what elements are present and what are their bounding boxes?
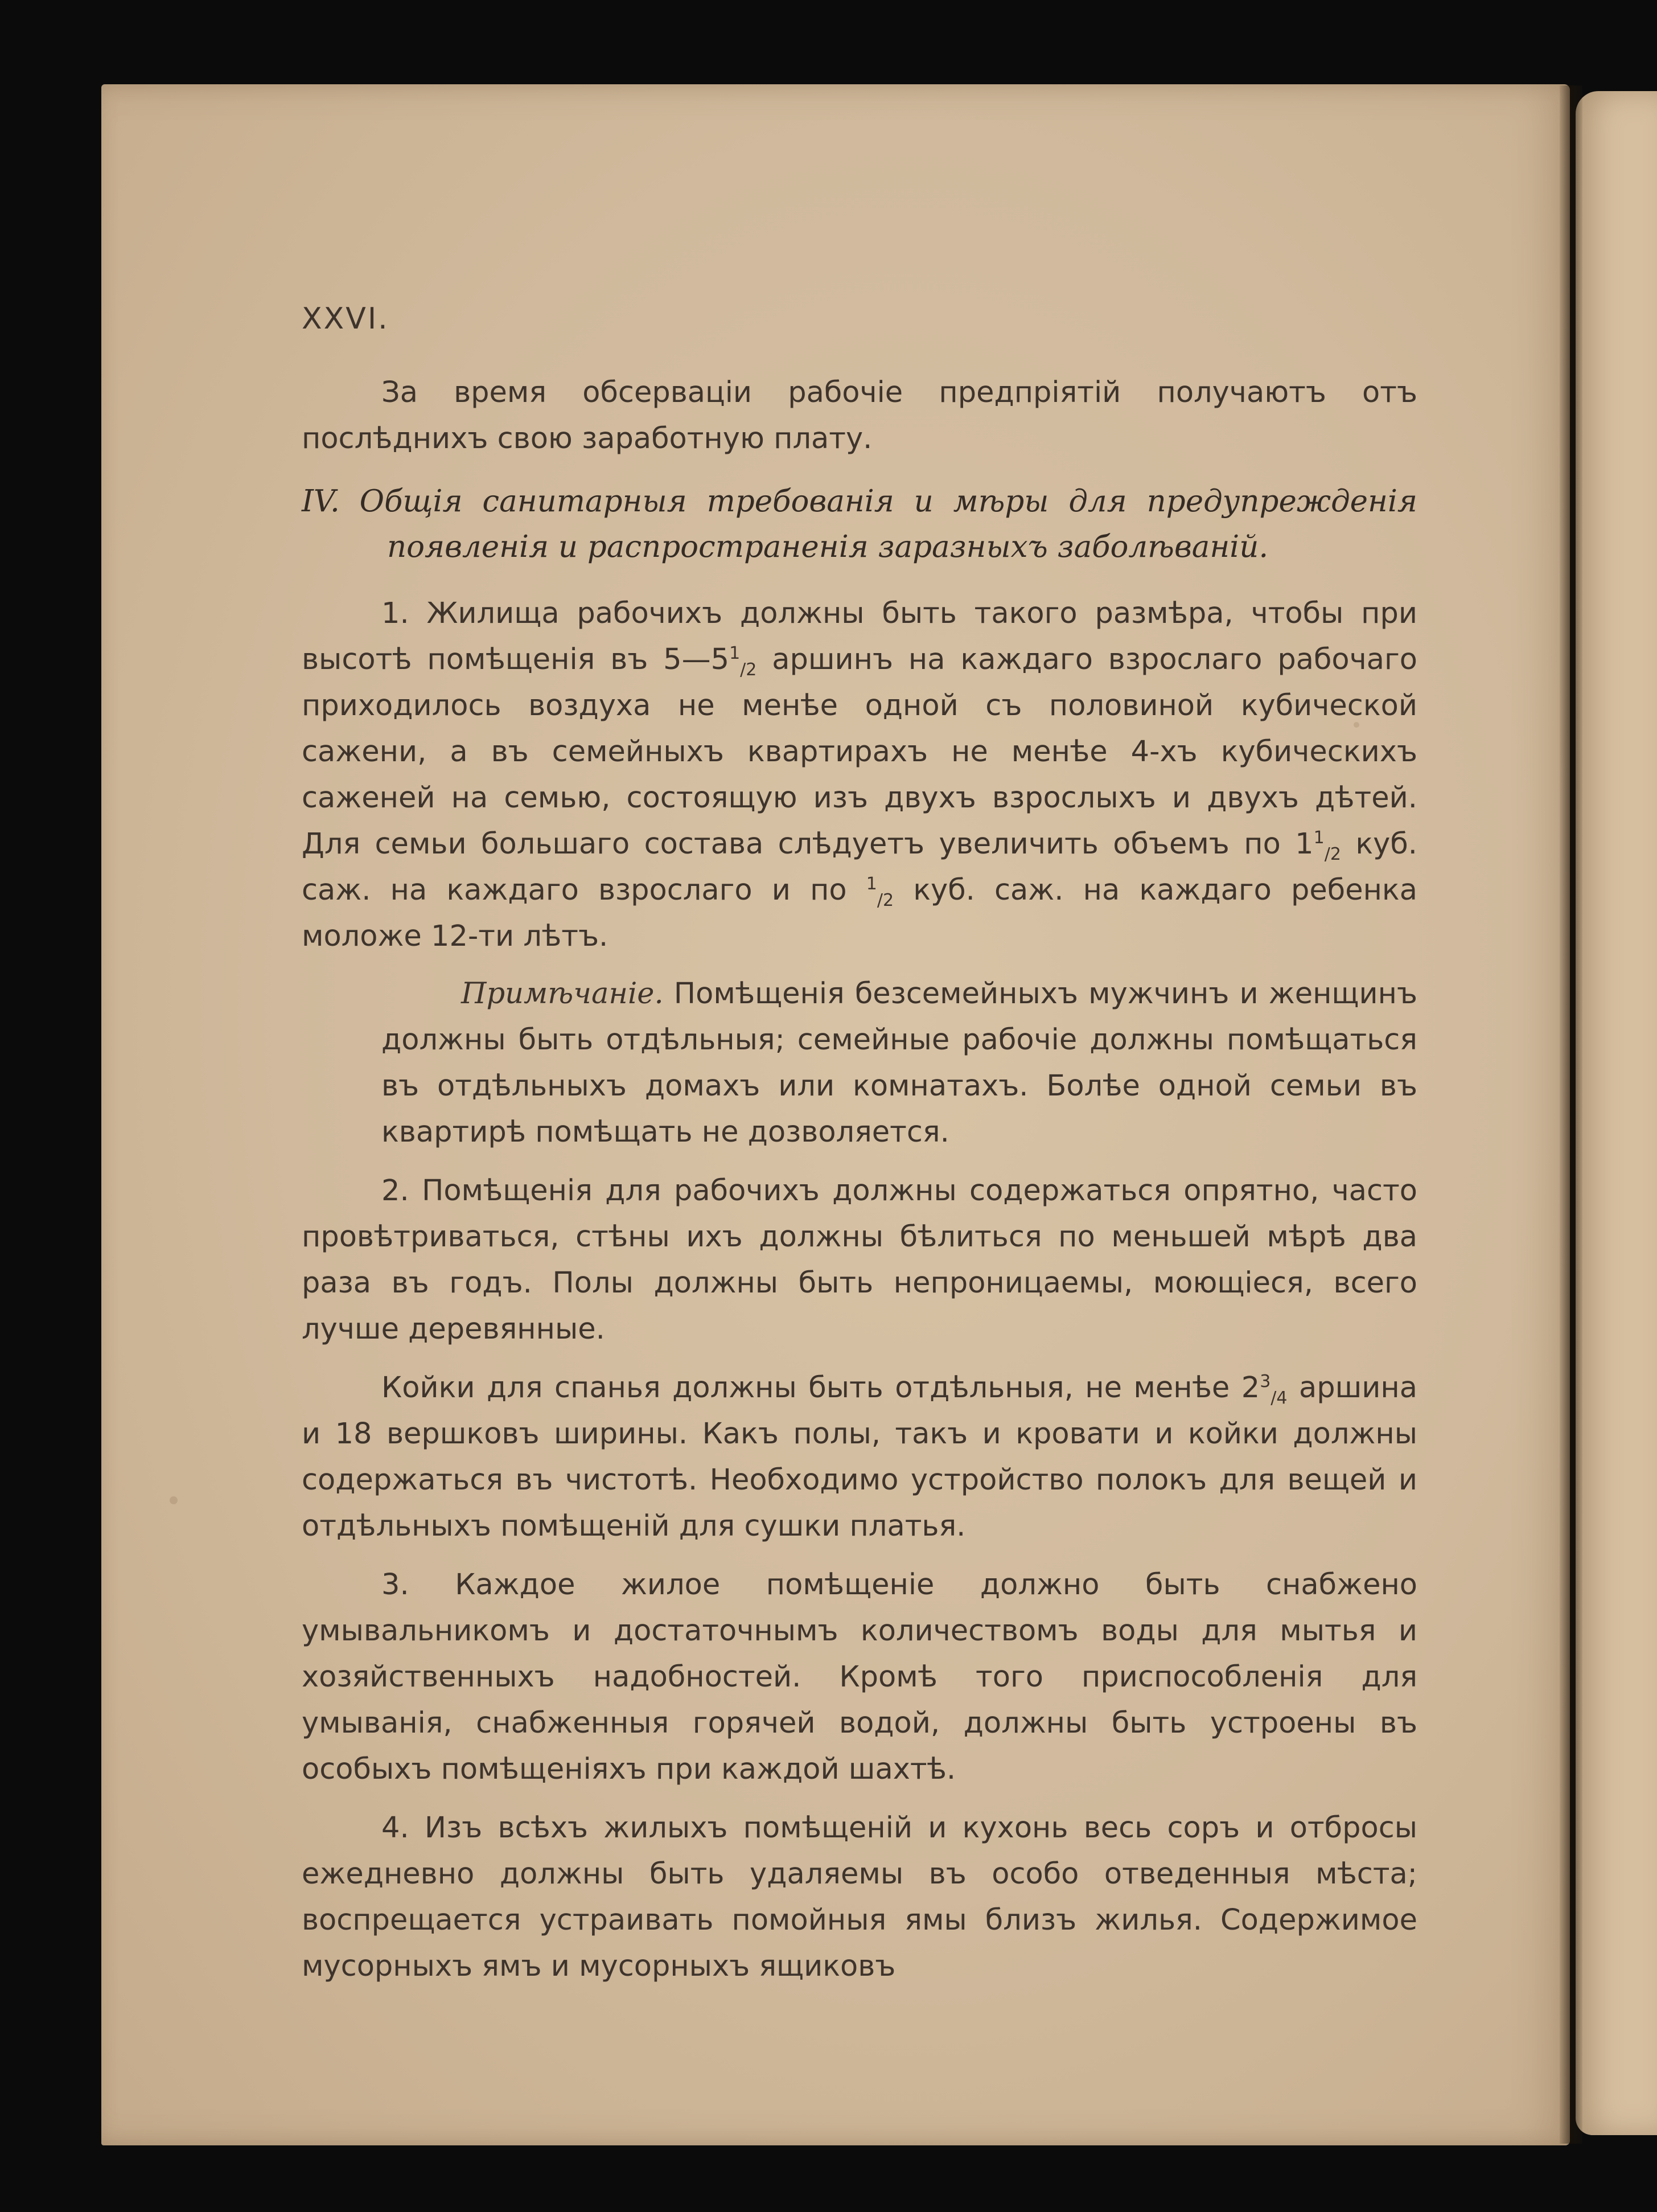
page-number: XXVI. (302, 302, 389, 336)
fraction-denominator: /2 (877, 890, 894, 911)
fraction-denominator: /2 (1324, 844, 1341, 865)
fraction-numerator: 1 (1313, 828, 1325, 848)
intro-paragraph: За время обсерваціи рабочіе предпріятій получаютъ отъ послѣднихъ свою заработную плату. (302, 376, 1417, 455)
paragraph-1-text-c: куб. саж. на каждаго взрослаго и по (302, 827, 1417, 907)
beds-text-b: аршина и 18 вершковъ ширины. Какъ полы, такъ и кровати и койки должны содержаться въ чистотѣ. Необходимо устройство полокъ для вещей и отдѣльныхъ помѣщеній для сушки платья. (302, 1371, 1417, 1543)
paragraph-1-text-d: куб. саж. на каждаго ребенка моложе 12-ти лѣтъ. (302, 873, 1417, 953)
facing-page-edge (1576, 91, 1657, 2135)
paragraph-1-text-a: 1. Жилища рабочихъ должны быть такого размѣра, чтобы при высотѣ помѣщенія въ 5—5 (302, 597, 1417, 676)
fraction-denominator: /4 (1270, 1388, 1288, 1409)
section-heading-line2: появленія и распространенія заразныхъ заболѣваній. (387, 530, 1269, 564)
note-paragraph (381, 971, 1417, 1155)
paragraph-1-text-b: аршинъ на каждаго взрослаго рабочаго приходилось воздуха не менѣе одной съ половиной кубической сажени, а въ семейныхъ квартирахъ не менѣе 4-хъ кубическихъ саженей на семью, состоящую изъ двухъ взрослыхъ и двухъ дѣтей. Для семьи большаго состава слѣдуетъ увеличить объемъ по 1 (302, 643, 1417, 861)
note-label: Примѣчаніе. (461, 977, 664, 1011)
paragraph-1 (302, 590, 1417, 959)
beds-text-a: Койки для спанья должны быть отдѣльныя, не менѣе 2 (381, 1371, 1260, 1405)
paragraph-4: 4. Изъ всѣхъ жилыхъ помѣщеній и кухонь весь соръ и отбросы ежедневно должны быть удаляемы въ особо отведенныя мѣста; воспрещается устраивать помойныя ямы близъ жилья. Содержимое мусорныхъ ямъ и мусорныхъ ящиковъ (302, 1811, 1417, 1983)
fraction-numerator: 1 (866, 874, 877, 894)
paragraph-2: 2. Помѣщенія для рабочихъ должны содержаться опрятно, часто провѣтриваться, стѣны ихъ должны бѣлиться по меньшей мѣрѣ два раза въ годъ. Полы должны быть непроницаемы, моющіеся, всего лучше деревянные. (302, 1174, 1417, 1346)
fraction-numerator: 3 (1260, 1372, 1271, 1392)
paragraph-3: 3. Каждое жилое помѣщеніе должно быть снабжено умывальникомъ и достаточнымъ количествомъ воды для мытья и хозяйственныхъ надобностей. Кромѣ того приспособленія для умыванія, снабженныя горячей водой, должны быть устроены въ особыхъ помѣщеніяхъ при каждой шахтѣ. (302, 1568, 1417, 1786)
book-gutter (1560, 85, 1582, 2144)
paragraph-2-beds (302, 1365, 1417, 1549)
fraction-denominator: /2 (740, 660, 757, 680)
section-heading-line1: IV. Общія санитарныя требованія и мѣры для предупрежденія (302, 484, 1417, 519)
fraction-numerator: 1 (729, 643, 741, 663)
section-heading (302, 479, 1417, 570)
paper-spot (170, 1496, 178, 1504)
page-text (302, 296, 1417, 1989)
note-text: Помѣщенія безсемейныхъ мужчинъ и женщинъ должны быть отдѣльныя; семейные рабочіе должны помѣщаться въ отдѣльныхъ домахъ или комнатахъ. Болѣе одной семьи въ квартирѣ помѣщать не дозволяется. (381, 977, 1417, 1149)
